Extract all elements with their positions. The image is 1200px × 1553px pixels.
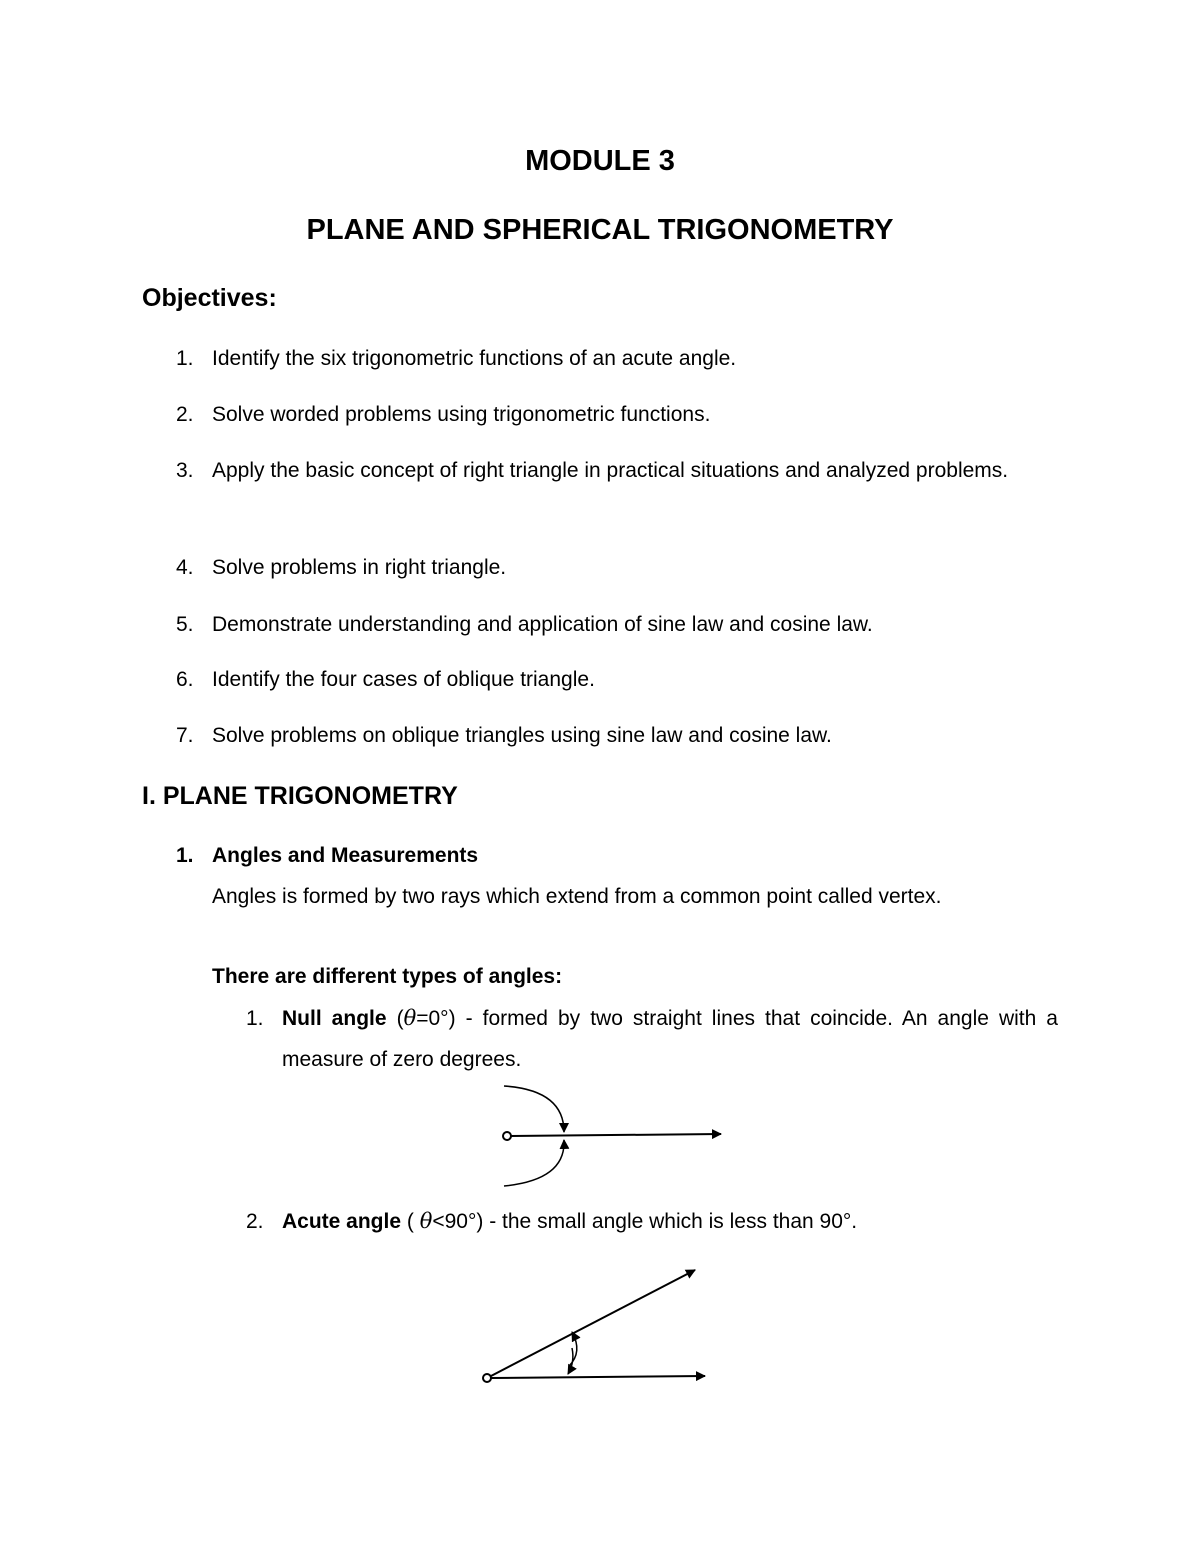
objective-number: 4. [176, 556, 194, 579]
angle-arc [568, 1348, 573, 1374]
vertex-point [483, 1374, 491, 1382]
subject-title: PLANE AND SPHERICAL TRIGONOMETRY [306, 214, 894, 246]
angle-types-heading: There are different types of angles: [212, 965, 563, 988]
ray [491, 1376, 705, 1378]
theta-symbol: θ [419, 1209, 433, 1233]
objective-item [176, 450, 1058, 491]
objective-number: 1. [176, 347, 194, 370]
angle-type-name: Null angle [282, 1007, 387, 1030]
vertex-point [503, 1132, 511, 1140]
angle-type-acute [246, 1201, 1058, 1242]
objective-text: Solve problems on oblique triangles using sine law and cosine law. [212, 724, 832, 747]
objective-item [176, 659, 1058, 700]
condition-rest: =0°) [416, 1007, 456, 1030]
angle-type-description: - formed by two straight lines that coincide. An angle with a measure of zero degrees. [282, 1007, 1058, 1071]
angle-type-name: Acute angle [282, 1210, 402, 1233]
objective-text: Demonstrate understanding and application of sine law and cosine law. [212, 613, 873, 636]
condition-open: ( [406, 1210, 420, 1233]
angle-arc [504, 1140, 564, 1186]
subsection-title: Angles and Measurements [212, 844, 479, 867]
angle-type-description: - the small angle which is less than 90°. [483, 1210, 858, 1233]
acute-angle-diagram [475, 1262, 710, 1392]
objective-number: 7. [176, 724, 194, 747]
objective-item [176, 338, 1058, 379]
objective-number: 6. [176, 668, 194, 691]
module-title: MODULE 3 [525, 145, 675, 177]
subsection-number: 1. [176, 844, 194, 867]
objective-text: Solve problems in right triangle. [212, 556, 507, 579]
objective-item [176, 394, 1058, 435]
objective-text: Solve worded problems using trigonometric functions. [212, 403, 711, 426]
section-heading: I. PLANE TRIGONOMETRY [142, 782, 458, 810]
angle-type-number: 2. [246, 1210, 264, 1233]
objective-item [176, 604, 1058, 645]
angle-arc [504, 1086, 564, 1132]
objective-number: 2. [176, 403, 194, 426]
condition-rest: <90°) [432, 1210, 484, 1233]
objective-text: Identify the four cases of oblique triangle. [212, 668, 595, 691]
null-angle-diagram [490, 1080, 735, 1195]
angle-type-number: 1. [246, 1007, 264, 1030]
objective-item [176, 547, 1058, 588]
ray [491, 1270, 695, 1376]
angle-type-null [246, 998, 1058, 1080]
objective-text: Identify the six trigonometric functions of an acute angle. [212, 347, 737, 370]
objective-number: 5. [176, 613, 194, 636]
theta-symbol: θ [403, 1006, 417, 1030]
objectives-heading: Objectives: [142, 284, 277, 312]
objective-text: Apply the basic concept of right triangle in practical situations and analyzed problems. [212, 459, 1009, 482]
condition-open: ( [396, 1007, 404, 1030]
objective-item [176, 715, 1058, 756]
subsection-heading [176, 844, 478, 868]
ray [511, 1134, 721, 1136]
angle-definition: Angles is formed by two rays which extend from a common point called vertex. [212, 885, 942, 908]
objective-number: 3. [176, 459, 194, 482]
